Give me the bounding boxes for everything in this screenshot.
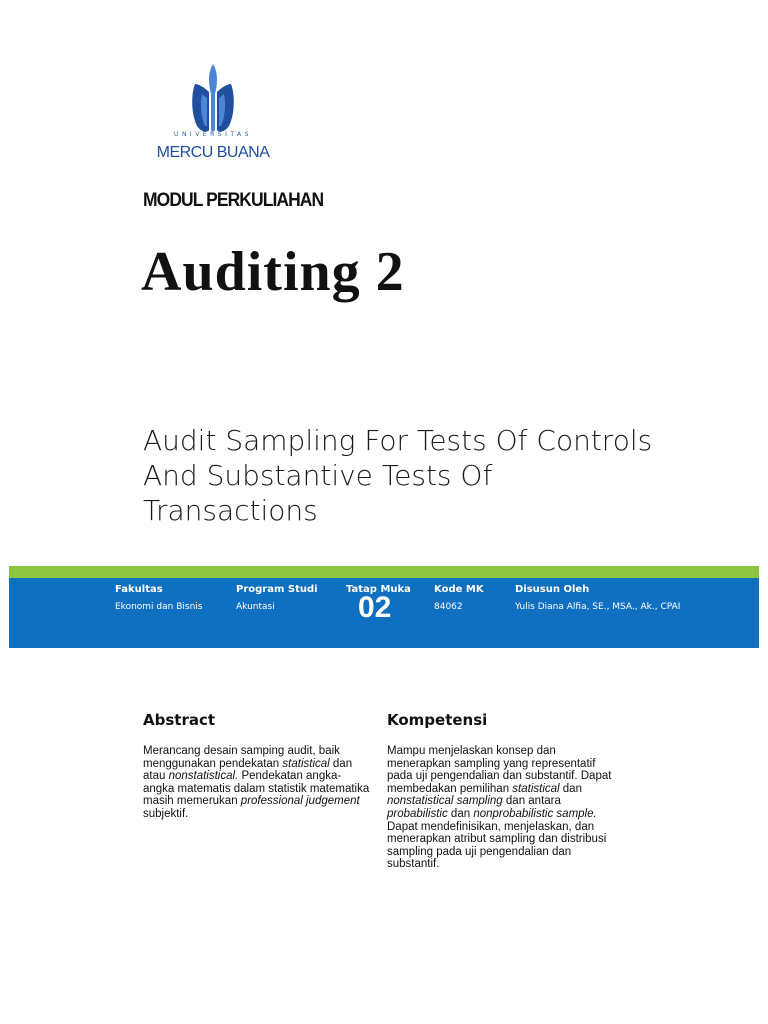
kompetensi-text-run: Mampu menjelaskan konsep dan menerapkan sampling yang representatif pada uji pengendalian dan substantif. Dapat membedakan pemilihan: [387, 745, 612, 795]
abstract-title: Abstract: [143, 711, 216, 729]
kompetensi-text-run: statistical: [512, 782, 560, 795]
kompetensi-paragraph: [387, 745, 619, 871]
kode-mk-label: Kode MK: [434, 584, 484, 595]
program-studi-label: Program Studi: [236, 584, 318, 595]
abstract-text-run: dan atau: [143, 757, 353, 783]
kompetensi-text-run: Dapat mendefinisikan, menjelaskan, dan menerapkan atribut sampling dan distribusi sampling pada uji pengendalian dan substantif.: [387, 820, 607, 871]
abstract-text-run: Merancang desain samping audit, baik menggunakan pendekatan: [143, 745, 340, 770]
modul-label: MODUL PERKULIAHAN: [143, 190, 324, 211]
abstract-text-run: Pendekatan angka-angka matematis dalam statistik matematika masih memerukan: [143, 770, 370, 808]
kompetensi-text-run: dan: [559, 782, 582, 795]
disusun-oleh-value: Yulis Diana Alfia, SE., MSA., Ak., CPAI: [515, 602, 681, 612]
kompetensi-title: Kompetensi: [387, 711, 488, 729]
abstract-body: [143, 745, 371, 821]
topic-title: Audit Sampling For Tests Of Controls And Substantive Tests Of Transactions: [143, 424, 653, 527]
abstract-text-run: nonstatistical.: [168, 770, 239, 783]
kompetensi-text-run: nonstatistical sampling: [387, 795, 503, 808]
course-info-band: [9, 578, 759, 648]
logo-university-name: MERCU BUANA: [156, 144, 270, 161]
fakultas-value: Ekonomi dan Bisnis: [115, 602, 203, 612]
abstract-text-run: professional judgement: [240, 795, 360, 808]
kompetensi-text-run: probabilistic: [387, 807, 448, 820]
tatap-muka-column: [346, 584, 411, 625]
disusun-oleh-label: Disusun Oleh: [515, 584, 590, 595]
kompetensi-text-run: nonprobabilistic sample.: [473, 807, 597, 820]
abstract-paragraph: [143, 745, 371, 821]
course-title: Auditing 2: [141, 241, 405, 303]
green-accent-bar: [9, 566, 759, 578]
kompetensi-text-run: dan: [447, 807, 474, 820]
flame-emblem-icon: [187, 64, 239, 134]
abstract-text-run: subjektif.: [143, 807, 189, 820]
kode-mk-value: 84062: [434, 602, 463, 612]
university-logo: [143, 60, 283, 170]
tatap-muka-label: Tatap Muka: [346, 584, 411, 595]
tatap-muka-value: 02: [358, 591, 392, 624]
program-studi-column: [236, 584, 318, 612]
logo-university-word: UNIVERSITAS: [174, 131, 252, 138]
disusun-oleh-column: [515, 584, 680, 612]
fakultas-label: Fakultas: [115, 584, 163, 595]
fakultas-column: [115, 584, 202, 612]
kompetensi-text-run: dan antara: [502, 795, 561, 808]
program-studi-value: Akuntasi: [236, 602, 275, 612]
kode-mk-column: [434, 584, 484, 612]
abstract-text-run: statistical: [282, 757, 330, 770]
kompetensi-body: [387, 745, 619, 871]
